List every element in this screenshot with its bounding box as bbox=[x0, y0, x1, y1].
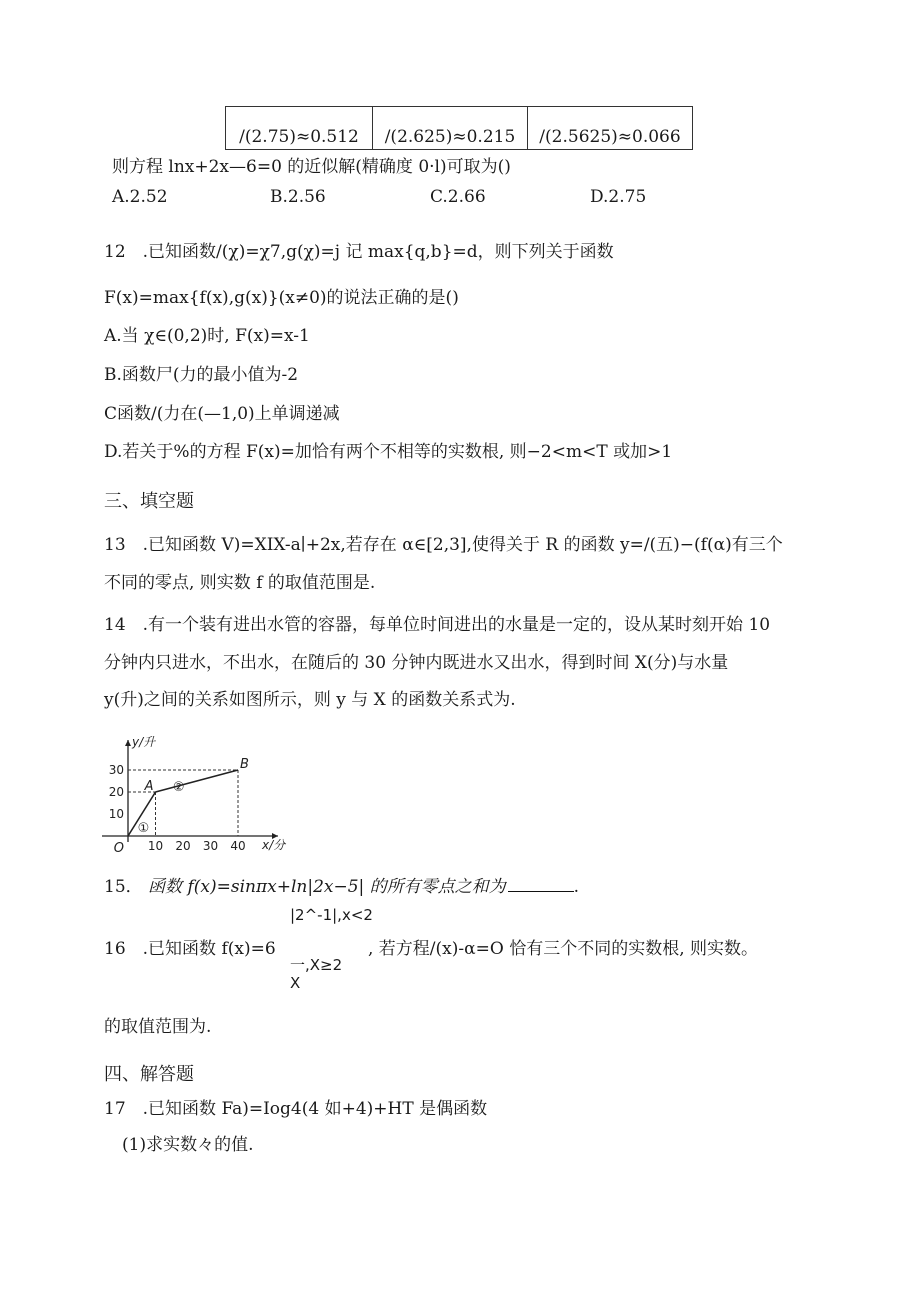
q12-option-c: C函数/(力在(—1,0)上单调递减 bbox=[104, 404, 340, 424]
q16-line2: 的取值范围为. bbox=[104, 1017, 212, 1037]
q12-line1: 12 .已知函数/(χ)=χ7,g(χ)=j 记 max{q,b}=d，则下列关于函数 bbox=[104, 242, 614, 262]
y-axis-label: y/升 bbox=[132, 735, 156, 749]
x-tick-label: 30 bbox=[202, 839, 219, 853]
section-title-answers: 四、解答题 bbox=[104, 1064, 194, 1085]
q11-option-d: D.2.75 bbox=[590, 187, 647, 207]
q16-piece2-denominator: X bbox=[290, 974, 301, 992]
point-label: A bbox=[144, 779, 154, 794]
q12-line2: F(x)=max{f(x),g(x)}(x≠0)的说法正确的是() bbox=[104, 288, 459, 308]
x-tick-label: 20 bbox=[175, 839, 191, 853]
q16-tail: , 若方程/(x)-α=O 恰有三个不同的实数根, 则实数。 bbox=[368, 939, 759, 959]
table-cell: /(2.625)≈0.215 bbox=[373, 107, 528, 150]
q14-line3: y(升)之间的关系如图所示，则 y 与 X 的函数关系式为. bbox=[104, 690, 516, 710]
series-segment bbox=[156, 770, 239, 792]
q11-option-c: C.2.66 bbox=[430, 187, 486, 207]
q13-line1: 13 .已知函数 V)=XIX-a∣+2x,若存在 α∈[2,3],使得关于 R 的函数 y=/(五)−(f(α)有三个 bbox=[104, 535, 783, 555]
q15-text: 函数 f(x)=sinπx+ln|2x−5| 的所有零点之和为 bbox=[148, 877, 506, 897]
point-label: B bbox=[240, 757, 249, 772]
answer-blank bbox=[508, 890, 574, 892]
chart-labels bbox=[109, 735, 287, 856]
q14-line2: 分钟内只进水，不出水，在随后的 30 分钟内既进水又出水，得到时间 X(分)与水量 bbox=[104, 653, 729, 673]
segment-label: ① bbox=[137, 821, 150, 836]
y-tick-label: 10 bbox=[108, 807, 124, 821]
water-volume-chart bbox=[100, 712, 300, 856]
q11-option-b: B.2.56 bbox=[270, 187, 326, 207]
y-axis-arrow bbox=[125, 740, 131, 746]
q13-line2: 不同的零点, 则实数 f 的取值范围是. bbox=[104, 573, 376, 593]
q16-stem: 16 .已知函数 f(x)=6 bbox=[104, 939, 276, 959]
y-tick-label: 30 bbox=[108, 763, 124, 777]
q15-end: . bbox=[573, 877, 580, 897]
q11-option-a: A.2.52 bbox=[112, 187, 168, 207]
q17-sub1: (1)求实数々的值. bbox=[122, 1135, 254, 1155]
section-title-fill-in: 三、填空题 bbox=[104, 491, 194, 512]
q12-option-a: A.当 χ∈(0,2)时, F(x)=x-1 bbox=[104, 326, 310, 346]
q15 bbox=[104, 872, 579, 897]
chart-axes bbox=[102, 740, 278, 842]
values-table bbox=[225, 106, 693, 150]
q12-option-b: B.函数尸(力的最小值为-2 bbox=[104, 365, 299, 385]
q16-piece2: 一,X≥2 bbox=[290, 956, 343, 974]
x-axis-label: x/分 bbox=[262, 838, 286, 852]
point-label: O bbox=[113, 841, 124, 856]
segment-label: ② bbox=[172, 780, 185, 795]
q16-piece1: |2^-1|,x<2 bbox=[290, 906, 373, 924]
table-cell: /(2.75)≈0.512 bbox=[226, 107, 373, 150]
q12-option-d: D.若关于%的方程 F(x)=加恰有两个不相等的实数根, 则−2<m<T 或加>1 bbox=[104, 442, 673, 462]
y-tick-label: 20 bbox=[108, 785, 124, 799]
x-tick-label: 10 bbox=[147, 839, 164, 853]
q11-stem: 则方程 lnx+2x—6=0 的近似解(精确度 0·l)可取为() bbox=[112, 157, 511, 177]
x-tick-label: 40 bbox=[230, 839, 246, 853]
q15-number: 15． bbox=[104, 877, 143, 897]
q14-line1: 14 .有一个装有进出水管的容器，每单位时间进出的水量是一定的，设从某时刻开始 10 bbox=[104, 615, 771, 635]
q17-line1: 17 .已知函数 Fa)=Iog4(4 如+4)+HT 是偶函数 bbox=[104, 1099, 488, 1119]
table-cell: /(2.5625)≈0.066 bbox=[528, 107, 693, 150]
